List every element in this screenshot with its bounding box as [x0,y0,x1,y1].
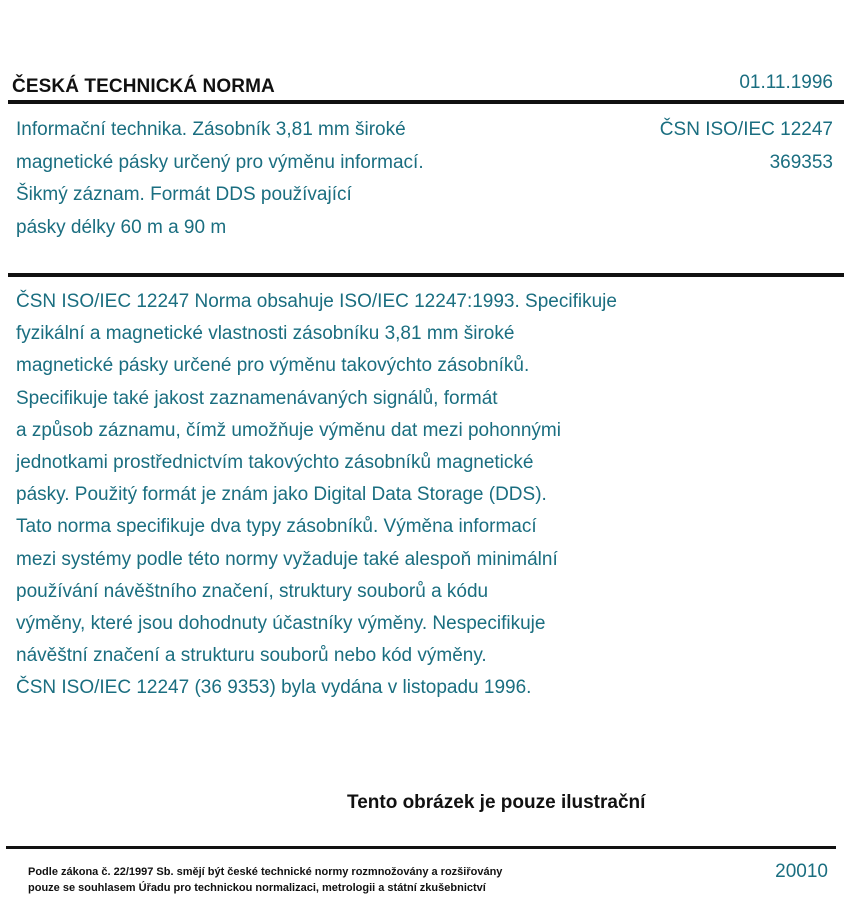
legal-notice [28,864,502,896]
abstract-line: návěštní značení a strukturu souborů nebo kód výměny. [16,645,487,667]
abstract-line: používání návěštního značení, struktury souborů a kódu [16,580,489,602]
standard-title-line: pásky délky 60 m a 90 m [16,216,227,238]
abstract-line: ČSN ISO/IEC 12247 (36 9353) byla vydána v listopadu 1996. [16,677,532,699]
header-divider [8,100,844,104]
illustration-notice: Tento obrázek je pouze ilustrační [347,792,646,813]
abstract-line: Tato norma specifikuje dva typy zásobníků. Výměna informací [16,516,537,538]
abstract-line: mezi systémy podle této normy vyžaduje také alespoň minimální [16,548,558,570]
standard-codes [660,114,833,179]
abstract-line: jednotkami prostřednictvím takovýchto zásobníků magnetické [16,452,534,474]
legal-notice-line: Podle zákona č. 22/1997 Sb. smějí být české technické normy rozmnožovány a rozšiřovány [28,866,503,878]
standard-title [16,114,536,244]
abstract-line: fyzikální a magnetické vlastnosti zásobníku 3,81 mm široké [16,323,515,345]
abstract-line: výměny, které jsou dohodnuty účastníky výměny. Nespecifikuje [16,613,546,635]
title-divider [8,273,844,277]
standard-title-line: magnetické pásky určený pro výměnu informací. [16,151,424,173]
document-type-heading: ČESKÁ TECHNICKÁ NORMA [12,76,275,97]
standard-designation: ČSN ISO/IEC 12247 [659,119,833,140]
standard-title-line: Informační technika. Zásobník 3,81 mm široké [16,119,406,140]
abstract-line: a způsob záznamu, čímž umožňuje výměnu dat mezi pohonnými [16,419,561,441]
footer-divider [6,846,836,849]
abstract-text [16,286,736,705]
legal-notice-line: pouze se souhlasem Úřadu pro technickou normalizaci, metrologii a státní zkušebnictví [28,882,486,894]
document-number: 20010 [775,861,828,882]
abstract-line: Specifikuje také jakost zaznamenávaných signálů, formát [16,387,498,409]
abstract-line: magnetické pásky určené pro výměnu takovýchto zásobníků. [16,355,530,377]
classification-number: 369353 [769,151,833,173]
standard-title-line: Šikmý záznam. Formát DDS používající [16,184,352,205]
abstract-line: pásky. Použitý formát je znám jako Digital Data Storage (DDS). [16,484,547,506]
publication-date: 01.11.1996 [739,72,833,93]
abstract-line: ČSN ISO/IEC 12247 Norma obsahuje ISO/IEC 12247:1993. Specifikuje [16,291,617,312]
